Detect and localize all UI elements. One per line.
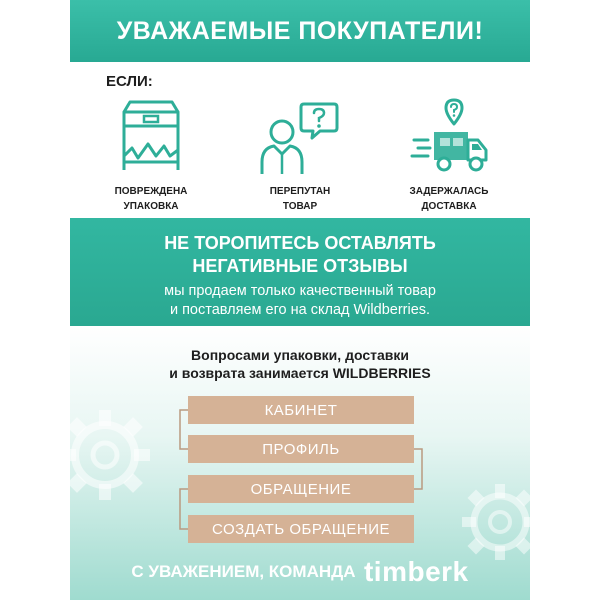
header-title: УВАЖАЕМЫЕ ПОКУПАТЕЛИ! [116,16,484,45]
footer-text: С УВАЖЕНИЕМ, КОМАНДА [131,562,356,581]
damaged-box-icon [118,100,184,172]
steps-intro-line1: Вопросами упаковки, доставки [191,347,409,363]
appeal-banner [70,218,530,326]
brand-logo: timberk [363,556,469,587]
appeal-heading-line2: НЕГАТИВНЫЕ ОТЗЫВЫ [192,256,408,276]
delivery-truck-icon [410,98,490,178]
appeal-text-line1: мы продаем только качественный товар [164,283,436,299]
step-cabinet: КАБИНЕТ [188,396,414,424]
appeal-heading-line1: НЕ ТОРОПИТЕСЬ ОСТАВЛЯТЬ [164,233,436,253]
condition-label-damaged: ПОВРЕЖДЕНА УПАКОВКА [114,186,188,212]
confused-person-icon [260,100,340,176]
step-profile: ПРОФИЛЬ [188,435,414,463]
step-create-appeal: СОЗДАТЬ ОБРАЩЕНИЕ [188,515,414,543]
step-appeal: ОБРАЩЕНИЕ [188,475,414,503]
header-banner [70,0,530,62]
conditions-intro: ЕСЛИ: [106,73,153,90]
condition-label-delayed: ЗАДЕРЖАЛАСЬ ДОСТАВКА [409,186,489,212]
appeal-text-line2: и поставляем его на склад Wildberries. [169,302,431,318]
notice-card [70,0,530,600]
steps-intro-line2: и возврата занимается WILDBERRIES [169,365,431,381]
footer-signature [70,556,530,588]
condition-label-mixed-up: ПЕРЕПУТАН ТОВАР [269,186,331,212]
